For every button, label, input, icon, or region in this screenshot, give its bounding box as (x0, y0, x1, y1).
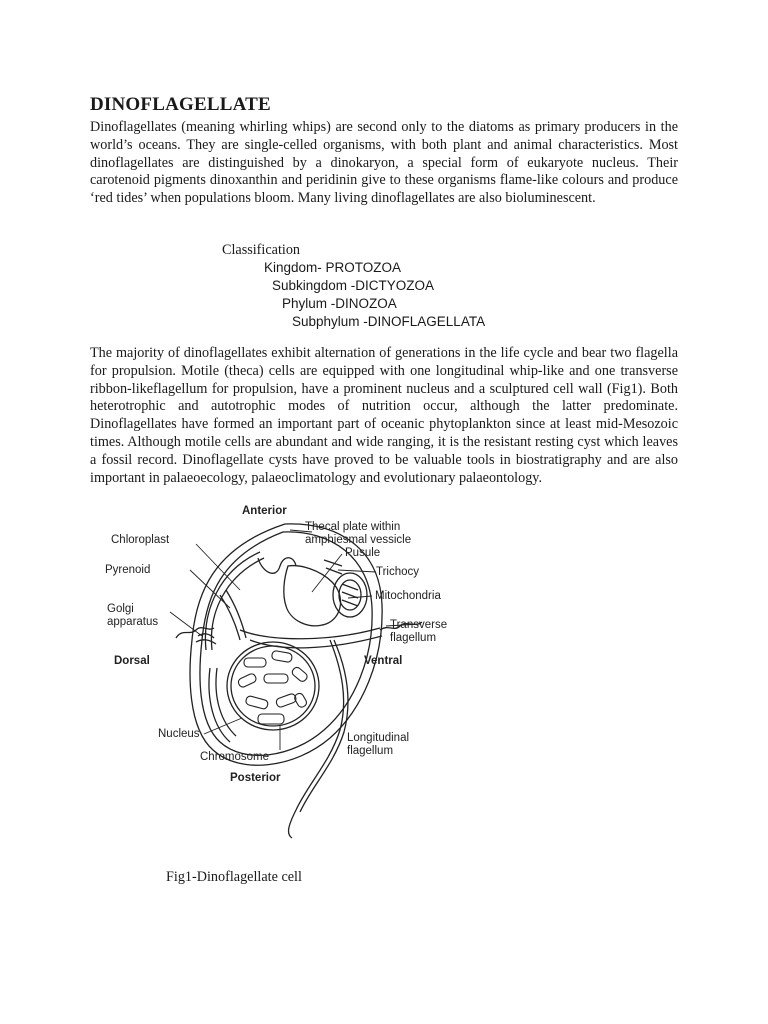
dinoflagellate-cell-drawing (80, 500, 500, 840)
label-thecal-line1: Thecal plate within (305, 521, 401, 533)
document-title: DINOFLAGELLATE (90, 94, 271, 115)
label-nucleus: Nucleus (158, 728, 200, 740)
label-longitudinal-line1: Longitudinal (347, 732, 410, 744)
intro-paragraph: Dinoflagellates (meaning whirling whips) are second only to the diatoms as primary producers in the world’s oceans. They are single-celled organisms, with both plant and animal characteristics. Most dinoflagellates are distinguished by a dinokaryon, a special form of eukaryote nucleus. Their carotenoid pigments dinoxanthin and peridinin give to these organisms flame-like colours and produce ‘red tides’ when populations bloom. Many living dinoflagellates are also bioluminescent. (90, 119, 678, 207)
label-mitochondria: Mitochondria (375, 590, 441, 602)
classification-heading: Classification (222, 242, 301, 258)
label-ventral: Ventral (364, 655, 403, 667)
label-thecal-line2: amphiesmal vessicle (305, 534, 412, 546)
classification-subkingdom: Subkingdom -DICTYOZOA (272, 278, 435, 293)
label-dorsal: Dorsal (114, 655, 150, 667)
dinoflagellate-diagram (80, 500, 500, 840)
label-chloroplast: Chloroplast (111, 534, 170, 546)
label-chromosome: Chromosome (200, 751, 270, 763)
label-transverse-line2: flagellum (390, 632, 437, 644)
figure-caption: Fig1-Dinoflagellate cell (166, 869, 302, 885)
label-pyrenoid: Pyrenoid (105, 564, 151, 576)
label-pusule: Pusule (345, 547, 381, 559)
label-posterior: Posterior (230, 772, 281, 784)
label-golgi-line2: apparatus (107, 616, 159, 628)
classification-subphylum: Subphylum -DINOFLAGELLATA (292, 314, 486, 329)
label-golgi-line1: Golgi (107, 603, 134, 615)
label-longitudinal-line2: flagellum (347, 745, 394, 757)
classification-phylum: Phylum -DINOZOA (282, 296, 397, 311)
label-transverse-line1: Transverse (390, 619, 448, 631)
label-anterior: Anterior (242, 505, 287, 517)
body-paragraph: The majority of dinoflagellates exhibit alternation of generations in the life cycle and bear two flagella for propulsion. Motile (theca) cells are equipped with one longitudinal whip-like and one transverse ribbon-likeflagellum for propulsion, have a prominent nucleus and a sculptured cell wall (Fig1). Both heterotrophic and autotrophic modes of nutrition occur, although the latter predominate. Dinoflagellates have formed an important part of oceanic phytoplankton since at least mid-Mesozoic times. Although motile cells are abundant and wide ranging, it is the resistant resting cyst which leaves a fossil record. Dinoflagellate cysts have proved to be valuable tools in biostratigraphy and are also important in palaeoecology, palaeoclimatology and evolutionary palaeontology. (90, 345, 678, 486)
label-trichocy: Trichocy (376, 566, 420, 578)
classification-kingdom: Kingdom- PROTOZOA (264, 260, 402, 275)
